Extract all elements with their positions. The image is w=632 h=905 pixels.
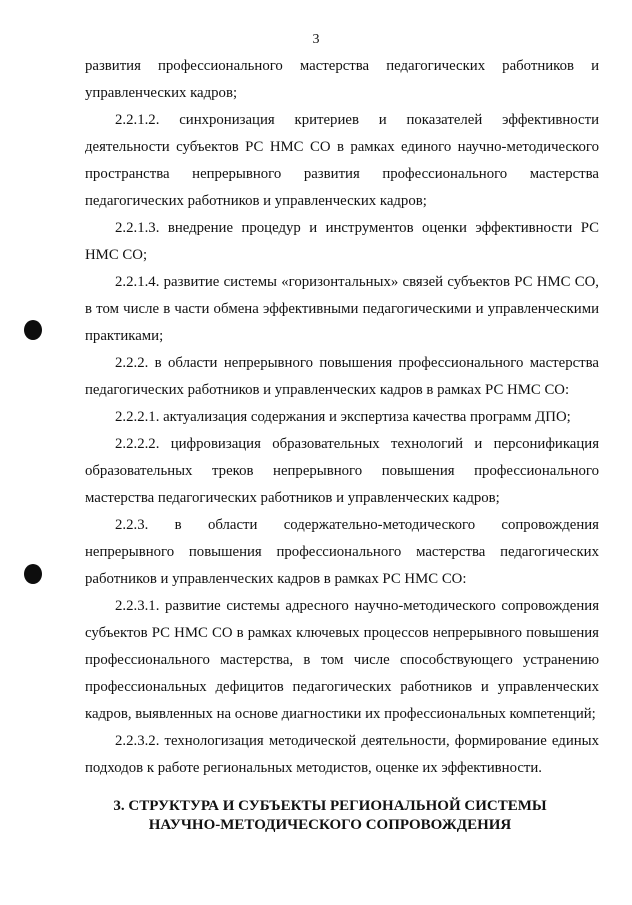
paragraph: 2.2.3.1. развитие системы адресного научно-методического сопровождения субъектов РС НМС СО в рамках ключевых процессов непрерывного повышения профессионального мастерства, в том числе способствующего устранению профессиональных дефицитов педагогических работников и управленческих кадров, выявленных на основе диагностики их профессиональных компетенций; [85,598,599,722]
paragraph: развития профессионального мастерства педагогических работников и управленческих кадров; [85,58,599,101]
page-number: 3 [312,32,320,47]
paragraph: 2.2.3. в области содержательно-методического сопровождения непрерывного повышения профессионального мастерства педагогических работников и управленческих кадров в рамках РС НМС СО: [85,517,599,587]
paragraph: 2.2.2.1. актуализация содержания и экспертиза качества программ ДПО; [115,409,571,425]
binder-hole-top [24,320,42,340]
section-heading-line-2: НАУЧНО-МЕТОДИЧЕСКОГО СОПРОВОЖДЕНИЯ [148,817,512,833]
paragraph: 2.2.1.3. внедрение процедур и инструментов оценки эффективности РС НМС СО; [85,220,599,263]
paragraph: 2.2.2.2. цифровизация образовательных технологий и персонификация образовательных треков непрерывного повышения профессионального мастерства педагогических работников и управленческих кадров; [85,436,599,506]
document-body [85,53,599,782]
paragraph: 2.2.2. в области непрерывного повышения профессионального мастерства педагогических работников и управленческих кадров в рамках РС НМС СО: [85,355,599,398]
paragraph: 2.2.1.2. синхронизация критериев и показателей эффективности деятельности субъектов РС НМС СО в рамках единого научно-методического пространства непрерывного развития профессионального мастерства педагогических работников и управленческих кадров; [85,112,599,209]
binder-hole-bottom [24,564,42,584]
paragraph: 2.2.1.4. развитие системы «горизонтальных» связей субъектов РС НМС СО, в том числе в части обмена эффективными педагогическими и управленческими практиками; [85,274,599,344]
section-heading [60,797,600,835]
section-heading-line-1: 3. СТРУКТУРА И СУБЪЕКТЫ РЕГИОНАЛЬНОЙ СИСТЕМЫ [113,798,547,814]
paragraph: 2.2.3.2. технологизация методической деятельности, формирование единых подходов к работе региональных методистов, оценке их эффективности. [85,733,599,776]
